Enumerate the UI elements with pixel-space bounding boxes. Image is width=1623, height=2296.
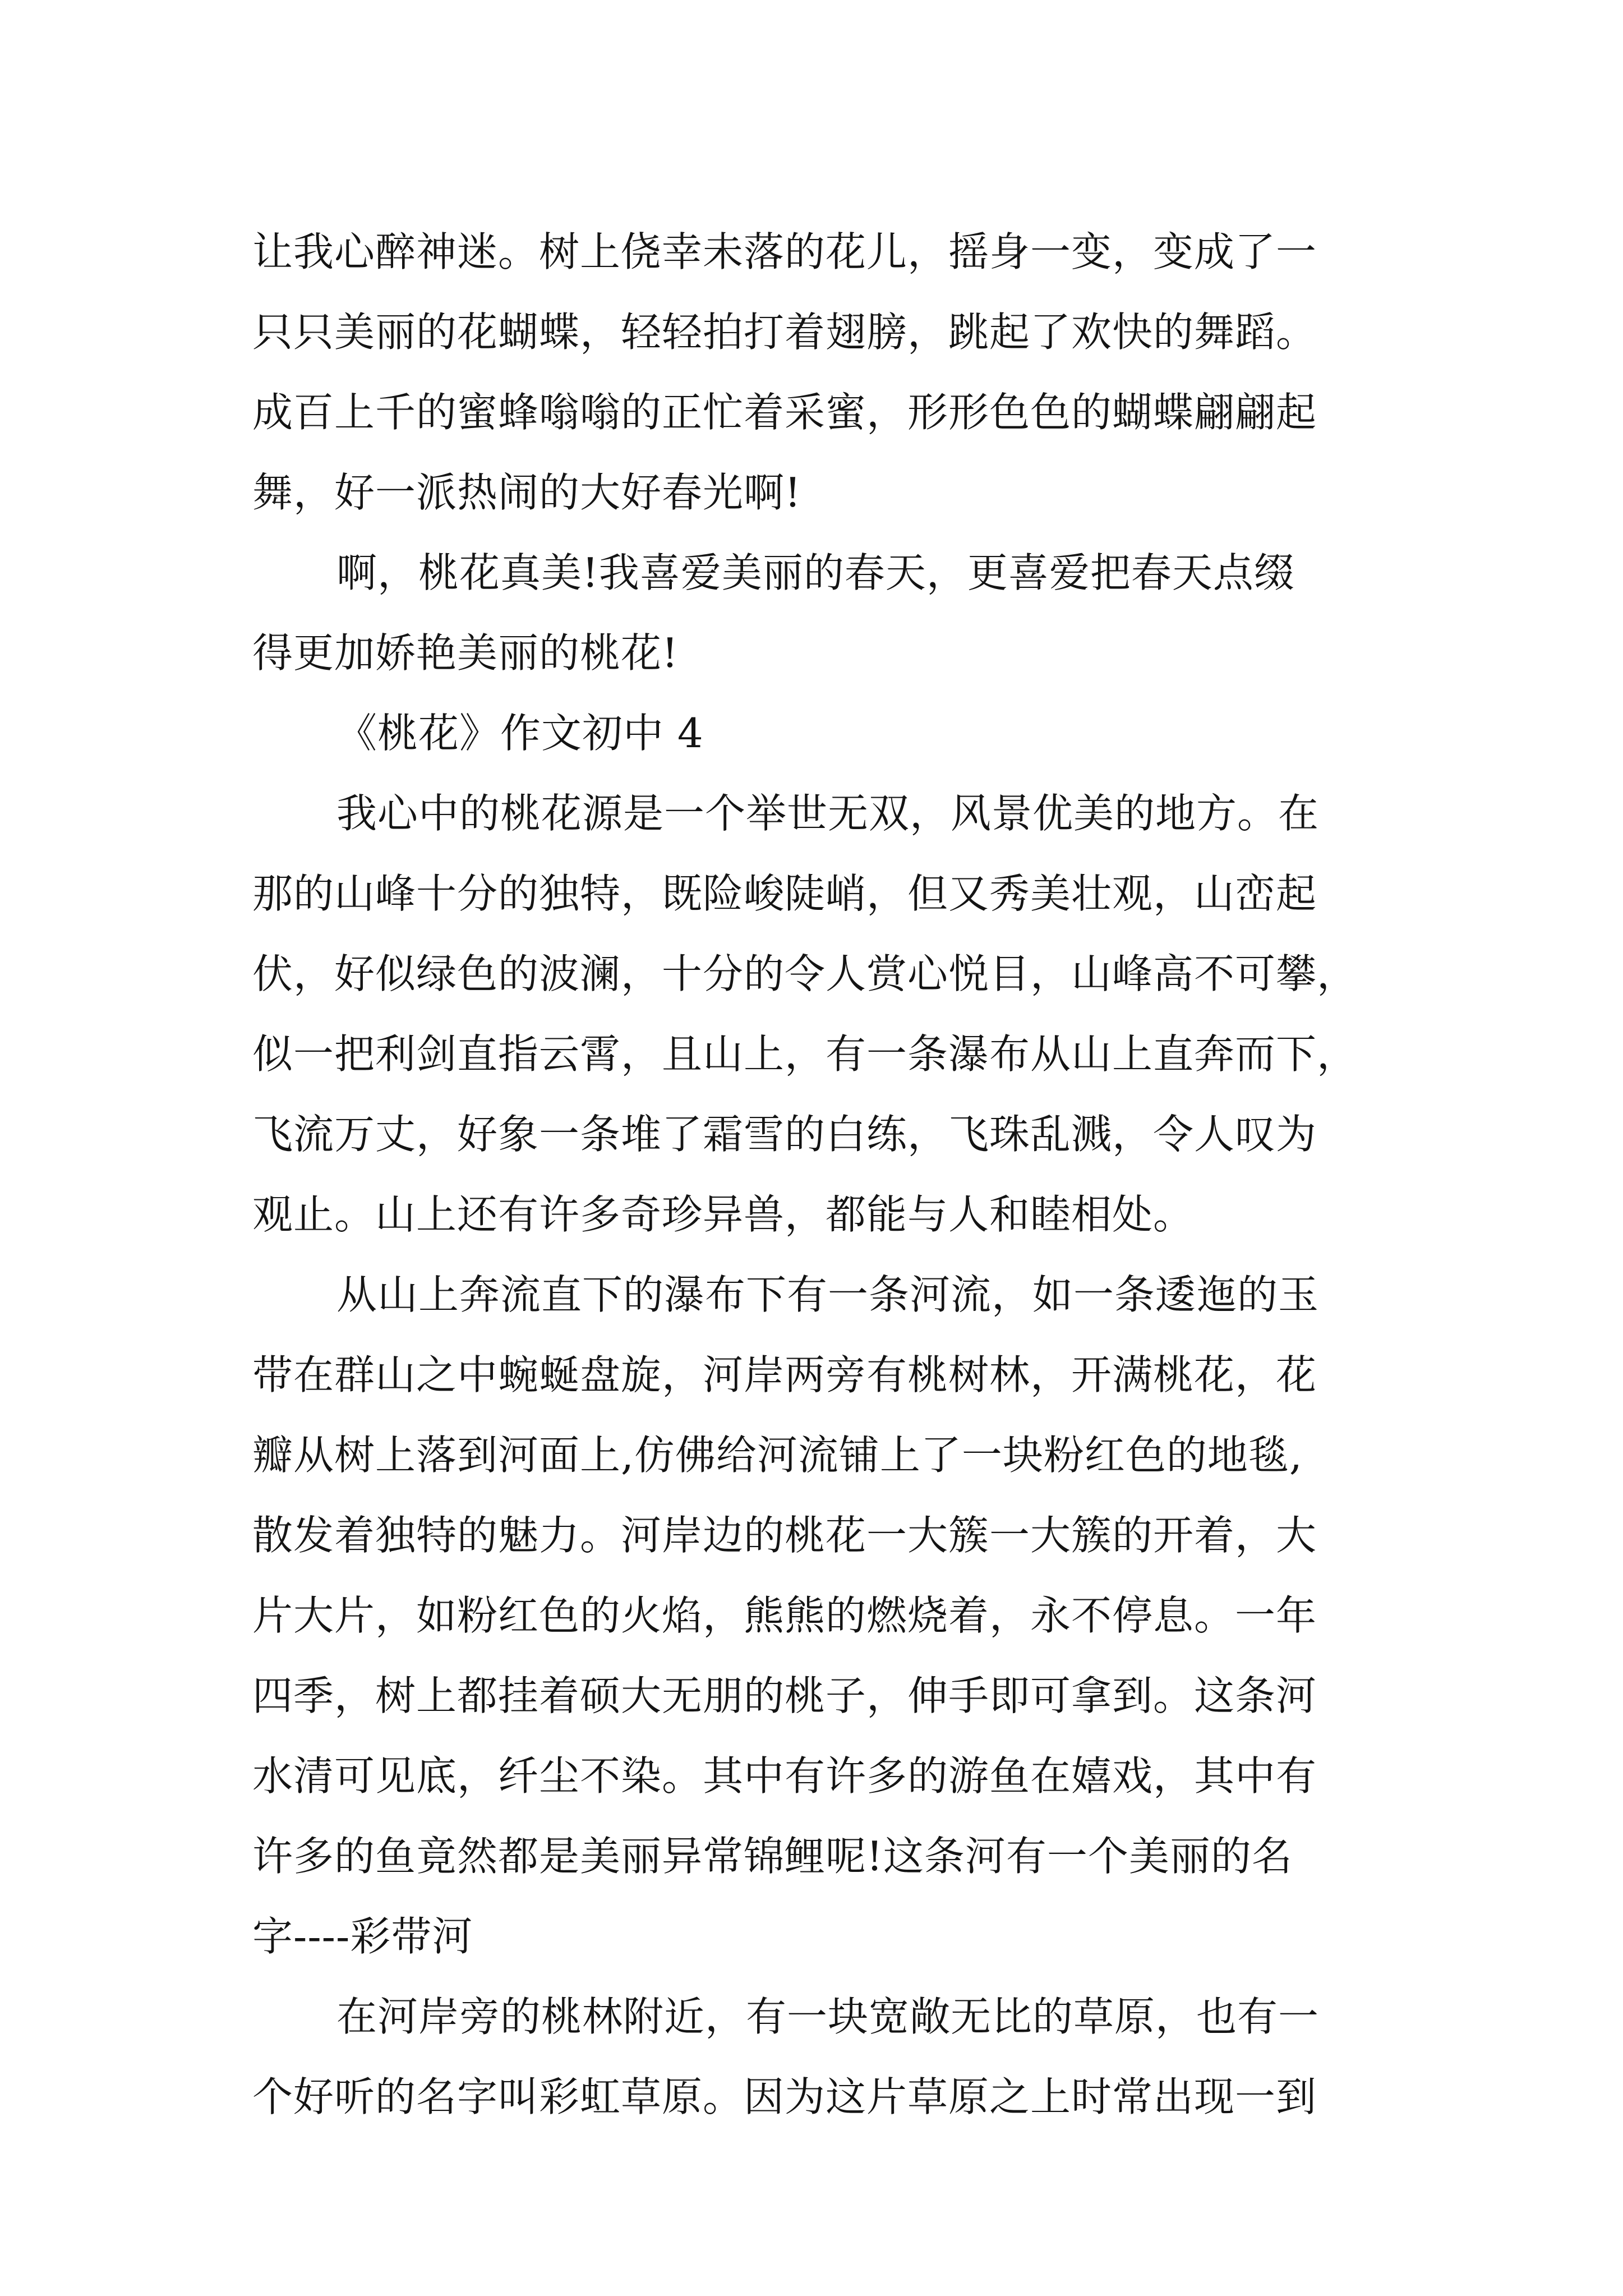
- text-line: 得更加娇艳美丽的桃花!: [252, 629, 679, 677]
- text-line: 只只美丽的花蝴蝶，轻轻拍打着翅膀，跳起了欢快的舞蹈。: [252, 309, 1317, 356]
- text-line: 成百上千的蜜蜂嗡嗡的正忙着采蜜，形形色色的蝴蝶翩翩起: [252, 389, 1317, 436]
- paragraph: [252, 212, 1402, 533]
- text-line: 个好听的名字叫彩虹草原。因为这片草原之上时常出现一到: [252, 2073, 1317, 2120]
- text-line: 从山上奔流直下的瀑布下有一条河流，如一条逶迤的玉: [336, 1271, 1320, 1318]
- paragraph: [252, 1977, 1402, 2137]
- paragraph: [252, 533, 1402, 693]
- text-line: 飞流万丈，好象一条堆了霜雪的白练，飞珠乱溅，令人叹为: [252, 1111, 1317, 1158]
- text-line: 水清可见底，纤尘不染。其中有许多的游鱼在嬉戏，其中有: [252, 1752, 1317, 1800]
- section-heading: 《桃花》作文初中 4: [336, 710, 704, 757]
- text-line: 观止。山上还有许多奇珍异兽，都能与人和睦相处。: [252, 1191, 1195, 1238]
- text-line: 片大片，如粉红色的火焰，熊熊的燃烧着，永不停息。一年: [252, 1592, 1317, 1639]
- text-line: 字----彩带河: [252, 1913, 473, 1960]
- text-line: 散发着独特的魅力。河岸边的桃花一大簇一大簇的开着，大: [252, 1512, 1317, 1559]
- text-line: 许多的鱼竟然都是美丽异常锦鲤呢!这条河有一个美丽的名: [252, 1833, 1293, 1880]
- text-line: 舞，好一派热闹的大好春光啊!: [252, 469, 801, 516]
- text-line: 带在群山之中蜿蜒盘旋，河岸两旁有桃树林，开满桃花，花: [252, 1351, 1317, 1398]
- text-line: 让我心醉神迷。树上侥幸未落的花儿，摇身一变，变成了一: [252, 228, 1317, 275]
- text-line: 啊，桃花真美!我喜爱美丽的春天，更喜爱把春天点缀: [336, 549, 1295, 596]
- paragraph: [252, 774, 1402, 1255]
- text-line: 瓣从树上落到河面上,仿佛给河流铺上了一块粉红色的地毯,: [252, 1432, 1303, 1479]
- essay-body: [252, 212, 1402, 2137]
- text-line: 四季，树上都挂着硕大无朋的桃子，伸手即可拿到。这条河: [252, 1672, 1317, 1719]
- text-line: 那的山峰十分的独特，既险峻陡峭，但又秀美壮观，山峦起: [252, 870, 1317, 917]
- text-line: 似一把利剑直指云霄，且山上，有一条瀑布从山上直奔而下，: [252, 1030, 1358, 1078]
- text-line: 在河岸旁的桃林附近，有一块宽敞无比的草原，也有一: [336, 1993, 1320, 2040]
- text-line: 伏，好似绿色的波澜，十分的令人赏心悦目，山峰高不可攀，: [252, 950, 1358, 997]
- text-line: 我心中的桃花源是一个举世无双，风景优美的地方。在: [336, 790, 1320, 837]
- section-heading-block: [252, 693, 1402, 774]
- paragraph: [252, 1255, 1402, 1977]
